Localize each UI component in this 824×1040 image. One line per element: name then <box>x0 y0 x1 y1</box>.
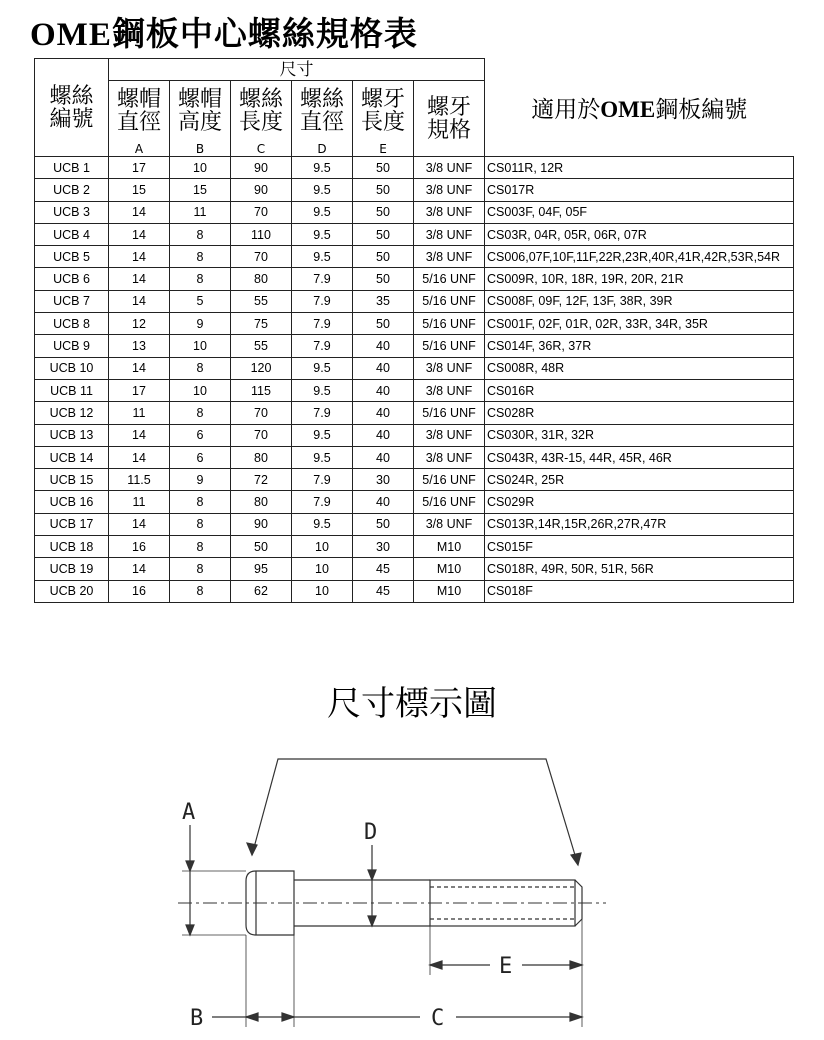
cell-screw-length: 80 <box>231 491 292 513</box>
cell-screw-diameter: 9.5 <box>292 201 353 223</box>
cell-thread-length: 30 <box>353 469 414 491</box>
cell-screw-id: UCB 15 <box>35 469 109 491</box>
cell-head-diameter: 13 <box>109 335 170 357</box>
cell-head-height: 10 <box>170 157 231 179</box>
bracket-arrow-left <box>247 843 257 855</box>
cell-screw-id: UCB 19 <box>35 558 109 580</box>
header-head-height-text: 螺帽 高度 <box>177 87 222 135</box>
cell-thread-length: 50 <box>353 313 414 335</box>
cell-screw-diameter: 9.5 <box>292 223 353 245</box>
header-screw-id-text: 螺絲 編號 <box>49 83 94 132</box>
cell-head-diameter: 14 <box>109 268 170 290</box>
cell-thread-length: 50 <box>353 246 414 268</box>
cell-head-height: 9 <box>170 313 231 335</box>
cell-applicable-plates: CS029R <box>485 491 794 513</box>
cell-applicable-plates: CS028R <box>485 402 794 424</box>
header-screw-length-text: 螺絲 長度 <box>238 87 283 135</box>
dim-b-arrow-right <box>282 1013 294 1021</box>
cell-screw-diameter: 9.5 <box>292 424 353 446</box>
cell-screw-length: 70 <box>231 201 292 223</box>
label-c: C <box>431 1006 445 1031</box>
spec-table <box>34 58 794 603</box>
header-applicable-plates <box>485 59 794 157</box>
cell-thread-length: 40 <box>353 424 414 446</box>
cell-screw-length: 110 <box>231 223 292 245</box>
cell-head-diameter: 17 <box>109 157 170 179</box>
header-apply-brand: OME <box>600 96 656 122</box>
cell-head-diameter: 12 <box>109 313 170 335</box>
header-head-height <box>170 81 231 142</box>
cell-thread-length: 40 <box>353 402 414 424</box>
cell-head-diameter: 14 <box>109 513 170 535</box>
cell-screw-id: UCB 13 <box>35 424 109 446</box>
cell-screw-id: UCB 4 <box>35 223 109 245</box>
cell-head-height: 8 <box>170 223 231 245</box>
header-screw-diameter-text: 螺絲 直徑 <box>299 87 344 135</box>
cell-thread-length: 40 <box>353 379 414 401</box>
cell-screw-id: UCB 14 <box>35 446 109 468</box>
dim-d-arrow-bottom <box>368 916 376 926</box>
cell-thread-spec: M10 <box>414 580 485 602</box>
cell-head-height: 8 <box>170 580 231 602</box>
cell-screw-length: 55 <box>231 290 292 312</box>
cell-screw-diameter: 7.9 <box>292 402 353 424</box>
cell-screw-id: UCB 11 <box>35 379 109 401</box>
table-row <box>35 402 794 424</box>
dim-c-arrow-right <box>570 1013 582 1021</box>
cell-applicable-plates: CS008R, 48R <box>485 357 794 379</box>
cell-applicable-plates: CS03R, 04R, 05R, 06R, 07R <box>485 223 794 245</box>
cell-screw-length: 90 <box>231 179 292 201</box>
header-letter-b: B <box>170 141 231 157</box>
cell-screw-length: 115 <box>231 379 292 401</box>
table-header <box>35 59 794 157</box>
cell-applicable-plates: CS030R, 31R, 32R <box>485 424 794 446</box>
cell-thread-spec: 3/8 UNF <box>414 357 485 379</box>
cell-thread-spec: 3/8 UNF <box>414 424 485 446</box>
cell-applicable-plates: CS008F, 09F, 12F, 13F, 38R, 39R <box>485 290 794 312</box>
cell-thread-length: 50 <box>353 157 414 179</box>
cell-screw-length: 95 <box>231 558 292 580</box>
cell-screw-id: UCB 9 <box>35 335 109 357</box>
cell-screw-diameter: 7.9 <box>292 335 353 357</box>
cell-head-diameter: 14 <box>109 446 170 468</box>
cell-head-height: 8 <box>170 558 231 580</box>
cell-thread-spec: 5/16 UNF <box>414 469 485 491</box>
label-d: D <box>364 820 378 845</box>
cell-head-height: 9 <box>170 469 231 491</box>
screw-dimension-diagram <box>0 735 824 1040</box>
cell-thread-spec: M10 <box>414 536 485 558</box>
dim-a-arrow-top <box>186 861 194 871</box>
cell-thread-length: 35 <box>353 290 414 312</box>
table-row <box>35 446 794 468</box>
cell-head-height: 6 <box>170 446 231 468</box>
header-letter-c: C <box>231 141 292 157</box>
cell-thread-spec: 5/16 UNF <box>414 491 485 513</box>
cell-screw-id: UCB 7 <box>35 290 109 312</box>
cell-thread-spec: 3/8 UNF <box>414 157 485 179</box>
cell-applicable-plates: CS011R, 12R <box>485 157 794 179</box>
cell-screw-diameter: 9.5 <box>292 179 353 201</box>
cell-screw-id: UCB 10 <box>35 357 109 379</box>
dim-d-arrow-top <box>368 870 376 880</box>
dim-a-arrow-bottom <box>186 925 194 935</box>
cell-screw-diameter: 9.5 <box>292 446 353 468</box>
table-row <box>35 513 794 535</box>
cell-head-diameter: 11 <box>109 402 170 424</box>
cell-applicable-plates: CS024R, 25R <box>485 469 794 491</box>
header-dimension-group <box>109 59 485 81</box>
cell-thread-spec: 3/8 UNF <box>414 179 485 201</box>
cell-screw-length: 70 <box>231 246 292 268</box>
cell-screw-id: UCB 6 <box>35 268 109 290</box>
cell-screw-diameter: 7.9 <box>292 313 353 335</box>
cell-screw-diameter: 10 <box>292 536 353 558</box>
table-row <box>35 379 794 401</box>
cell-screw-id: UCB 3 <box>35 201 109 223</box>
header-head-diameter-text: 螺帽 直徑 <box>116 87 161 135</box>
cell-head-height: 8 <box>170 491 231 513</box>
cell-thread-spec: 5/16 UNF <box>414 335 485 357</box>
cell-screw-length: 62 <box>231 580 292 602</box>
dim-e-arrow-right <box>570 961 582 969</box>
table-row <box>35 335 794 357</box>
cell-thread-spec: 3/8 UNF <box>414 446 485 468</box>
cell-applicable-plates: CS013R,14R,15R,26R,27R,47R <box>485 513 794 535</box>
cell-head-height: 8 <box>170 513 231 535</box>
cell-head-height: 10 <box>170 335 231 357</box>
cell-head-diameter: 14 <box>109 357 170 379</box>
cell-screw-diameter: 7.9 <box>292 268 353 290</box>
cell-screw-length: 70 <box>231 402 292 424</box>
cell-thread-spec: 3/8 UNF <box>414 513 485 535</box>
cell-applicable-plates: CS014F, 36R, 37R <box>485 335 794 357</box>
cell-head-diameter: 15 <box>109 179 170 201</box>
table-row <box>35 580 794 602</box>
table-row <box>35 536 794 558</box>
cell-head-height: 6 <box>170 424 231 446</box>
cell-head-height: 5 <box>170 290 231 312</box>
cell-thread-length: 30 <box>353 536 414 558</box>
cell-screw-diameter: 9.5 <box>292 157 353 179</box>
table-row <box>35 424 794 446</box>
header-thread-length <box>353 81 414 142</box>
header-apply-prefix: 適用於 <box>531 96 601 123</box>
cell-screw-length: 120 <box>231 357 292 379</box>
table-row <box>35 268 794 290</box>
cell-screw-length: 90 <box>231 157 292 179</box>
cell-head-height: 15 <box>170 179 231 201</box>
cell-applicable-plates: CS015F <box>485 536 794 558</box>
table-row <box>35 469 794 491</box>
cell-applicable-plates: CS017R <box>485 179 794 201</box>
cell-head-diameter: 14 <box>109 246 170 268</box>
cell-screw-diameter: 9.5 <box>292 379 353 401</box>
cell-thread-spec: 3/8 UNF <box>414 246 485 268</box>
cell-screw-diameter: 9.5 <box>292 357 353 379</box>
diagram-title: 尺寸標示圖 <box>327 684 497 724</box>
header-letter-a: A <box>109 141 170 157</box>
header-apply-suffix: 鋼板編號 <box>655 96 748 123</box>
cell-thread-spec: 3/8 UNF <box>414 379 485 401</box>
cell-screw-length: 55 <box>231 335 292 357</box>
cell-thread-spec: 5/16 UNF <box>414 402 485 424</box>
label-a: A <box>182 800 196 825</box>
header-screw-length <box>231 81 292 142</box>
table-row <box>35 157 794 179</box>
title-brand: OME <box>30 17 112 53</box>
cell-applicable-plates: CS016R <box>485 379 794 401</box>
header-screw-diameter <box>292 81 353 142</box>
cell-screw-diameter: 10 <box>292 580 353 602</box>
cell-screw-id: UCB 2 <box>35 179 109 201</box>
cell-thread-length: 50 <box>353 268 414 290</box>
cell-screw-id: UCB 1 <box>35 157 109 179</box>
header-thread-spec <box>414 81 485 157</box>
cell-screw-diameter: 9.5 <box>292 513 353 535</box>
table-row <box>35 313 794 335</box>
cell-screw-id: UCB 20 <box>35 580 109 602</box>
cell-screw-diameter: 7.9 <box>292 290 353 312</box>
cell-thread-spec: 5/16 UNF <box>414 290 485 312</box>
table-row <box>35 246 794 268</box>
cell-head-diameter: 16 <box>109 536 170 558</box>
cell-thread-length: 40 <box>353 446 414 468</box>
dim-b-arrow-left <box>246 1013 258 1021</box>
cell-applicable-plates: CS009R, 10R, 18R, 19R, 20R, 21R <box>485 268 794 290</box>
cell-screw-id: UCB 5 <box>35 246 109 268</box>
cell-thread-length: 40 <box>353 357 414 379</box>
cell-applicable-plates: CS006,07F,10F,11F,22R,23R,40R,41R,42R,53R,54R <box>485 246 794 268</box>
cell-screw-id: UCB 16 <box>35 491 109 513</box>
cell-thread-length: 45 <box>353 580 414 602</box>
cell-thread-spec: 3/8 UNF <box>414 201 485 223</box>
cell-screw-length: 90 <box>231 513 292 535</box>
cell-thread-length: 40 <box>353 335 414 357</box>
table-row <box>35 290 794 312</box>
table-row <box>35 201 794 223</box>
cell-thread-spec: 5/16 UNF <box>414 268 485 290</box>
cell-applicable-plates: CS043R, 43R-15, 44R, 45R, 46R <box>485 446 794 468</box>
cell-head-diameter: 14 <box>109 223 170 245</box>
cell-head-diameter: 11 <box>109 491 170 513</box>
dim-e-arrow-left <box>430 961 442 969</box>
cell-head-height: 8 <box>170 536 231 558</box>
cell-thread-length: 45 <box>353 558 414 580</box>
header-dimension-group-text: 尺寸 <box>279 59 314 80</box>
cell-thread-length: 50 <box>353 201 414 223</box>
cell-head-diameter: 14 <box>109 558 170 580</box>
cell-head-diameter: 14 <box>109 290 170 312</box>
cell-thread-spec: 3/8 UNF <box>414 223 485 245</box>
cell-head-diameter: 14 <box>109 424 170 446</box>
cell-head-height: 10 <box>170 379 231 401</box>
cell-applicable-plates: CS003F, 04F, 05F <box>485 201 794 223</box>
cell-thread-spec: 5/16 UNF <box>414 313 485 335</box>
cell-screw-diameter: 7.9 <box>292 469 353 491</box>
header-screw-id <box>35 59 109 157</box>
table-row <box>35 491 794 513</box>
label-b: B <box>190 1006 204 1031</box>
cell-applicable-plates: CS018R, 49R, 50R, 51R, 56R <box>485 558 794 580</box>
table-row <box>35 357 794 379</box>
cell-screw-length: 80 <box>231 446 292 468</box>
cell-thread-spec: M10 <box>414 558 485 580</box>
cell-head-height: 8 <box>170 402 231 424</box>
page-title <box>30 14 418 55</box>
table-row <box>35 179 794 201</box>
cell-screw-diameter: 10 <box>292 558 353 580</box>
title-text: 鋼板中心螺絲規格表 <box>111 14 418 53</box>
cell-head-diameter: 16 <box>109 580 170 602</box>
cell-screw-id: UCB 17 <box>35 513 109 535</box>
cell-thread-length: 50 <box>353 513 414 535</box>
table-body <box>35 157 794 603</box>
bracket-line <box>252 759 578 865</box>
cell-screw-length: 50 <box>231 536 292 558</box>
cell-head-height: 8 <box>170 246 231 268</box>
header-thread-length-text: 螺牙 長度 <box>360 87 405 135</box>
cell-screw-length: 80 <box>231 268 292 290</box>
label-e: E <box>499 954 513 979</box>
cell-applicable-plates: CS001F, 02F, 01R, 02R, 33R, 34R, 35R <box>485 313 794 335</box>
cell-screw-diameter: 9.5 <box>292 246 353 268</box>
table-row <box>35 558 794 580</box>
table-row <box>35 223 794 245</box>
cell-screw-id: UCB 8 <box>35 313 109 335</box>
bracket-arrow-right <box>571 853 581 865</box>
cell-screw-id: UCB 12 <box>35 402 109 424</box>
cell-head-diameter: 11.5 <box>109 469 170 491</box>
header-letter-d: D <box>292 141 353 157</box>
cell-screw-length: 70 <box>231 424 292 446</box>
cell-thread-length: 40 <box>353 491 414 513</box>
cell-applicable-plates: CS018F <box>485 580 794 602</box>
cell-head-height: 8 <box>170 268 231 290</box>
cell-head-diameter: 14 <box>109 201 170 223</box>
cell-screw-id: UCB 18 <box>35 536 109 558</box>
cell-thread-length: 50 <box>353 223 414 245</box>
header-letter-e: E <box>353 141 414 157</box>
cell-thread-length: 50 <box>353 179 414 201</box>
cell-screw-diameter: 7.9 <box>292 491 353 513</box>
cell-head-diameter: 17 <box>109 379 170 401</box>
cell-head-height: 8 <box>170 357 231 379</box>
cell-head-height: 11 <box>170 201 231 223</box>
header-head-diameter <box>109 81 170 142</box>
cell-screw-length: 72 <box>231 469 292 491</box>
cell-screw-length: 75 <box>231 313 292 335</box>
header-thread-spec-text: 螺牙 規格 <box>426 94 471 143</box>
